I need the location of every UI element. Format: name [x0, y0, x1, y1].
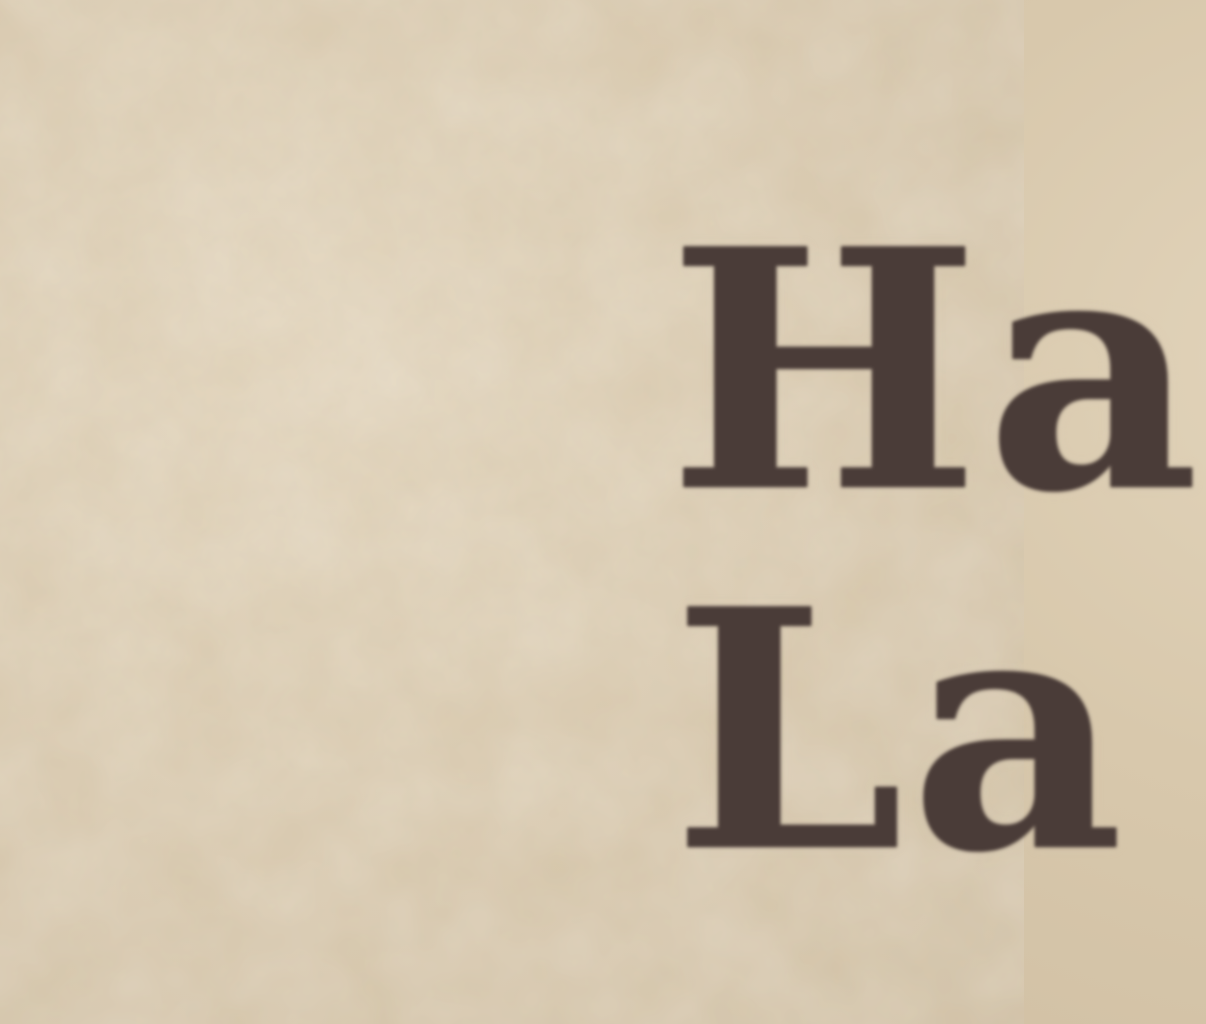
document-text-line-1: Ha	[668, 177, 1206, 565]
document-text-line-2: La	[672, 537, 1130, 925]
